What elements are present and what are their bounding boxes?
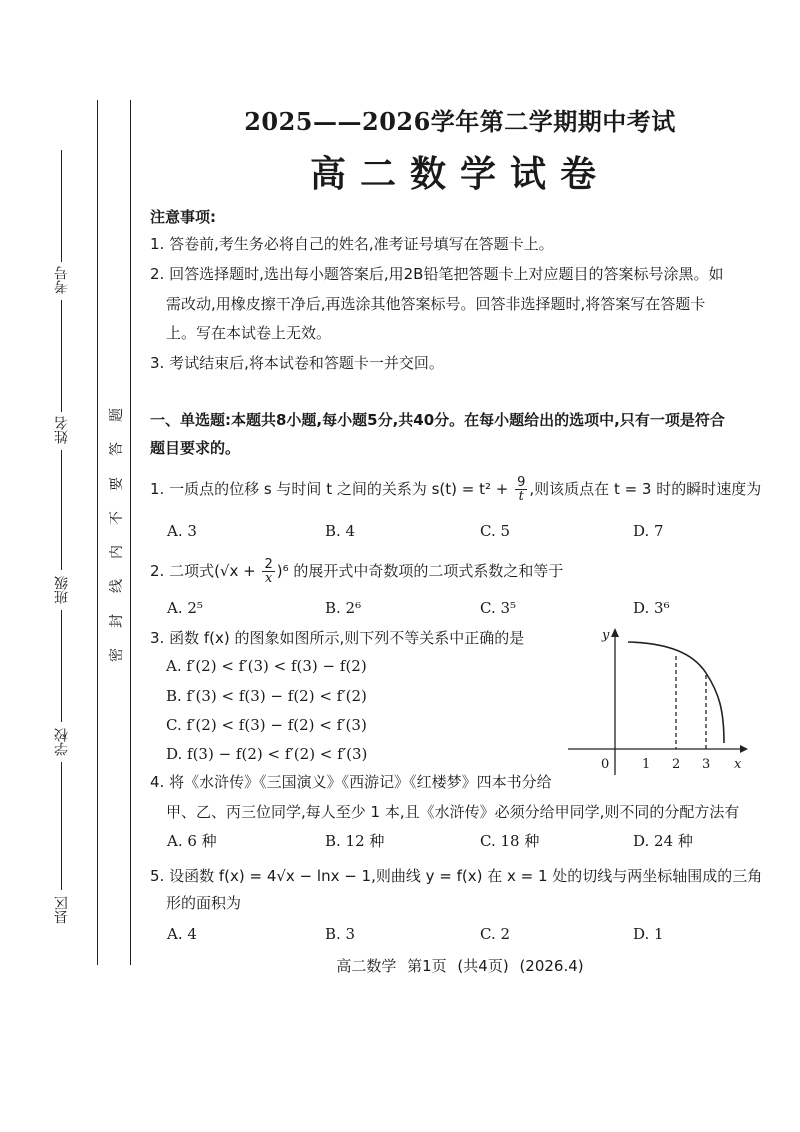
- seal-line-warning: [106, 405, 126, 665]
- q2-option-d: D. 3⁶: [633, 599, 670, 617]
- label-underline: [61, 762, 62, 890]
- q2-fraction: [262, 558, 274, 585]
- q2-stem-pre: 2. 二项式(√x +: [150, 562, 261, 580]
- notice-item-2-cont: 需改动,用橡皮擦干净后,再选涂其他答案标号。回答非选择题时,将答案写在答题卡: [166, 295, 706, 313]
- q5-option-a: A. 4: [167, 925, 197, 943]
- tick-label: 2: [672, 757, 681, 772]
- seal-char: 内: [109, 545, 125, 560]
- seal-char: 答: [109, 442, 125, 457]
- q2-frac-den: x: [264, 571, 273, 586]
- q2-option-c: C. 3⁵: [480, 599, 517, 617]
- q4-option-b: B. 12 种: [325, 832, 385, 850]
- label-underline: [61, 150, 62, 262]
- q1-option-c: C. 5: [480, 522, 511, 540]
- q5-option-d: D. 1: [633, 925, 664, 943]
- question-5-stem: 5. 设函数 f(x) = 4√x − lnx − 1,则曲线 y = f(x) 在 x = 1 处的切线与两坐标轴围成的三角: [150, 867, 763, 885]
- question-1-stem: [150, 476, 761, 503]
- label-underline: [61, 610, 62, 722]
- q1-frac-den: t: [518, 489, 524, 504]
- side-label-school: 学校: [54, 728, 70, 756]
- notice-item-1: 1. 答卷前,考生务必将自己的姓名,准考证号填写在答题卡上。: [150, 235, 554, 253]
- notice-item-2: 2. 回答选择题时,选出每小题答案后,用2B铅笔把答题卡上对应题目的答案标号涂黑。如: [150, 265, 724, 283]
- q4-option-c: C. 18 种: [480, 832, 540, 850]
- seal-char: 密: [109, 647, 125, 662]
- q1-fraction: [515, 476, 527, 503]
- question-5-stem-cont: 形的面积为: [166, 894, 242, 912]
- q1-stem-pre: 1. 一质点的位移 s 与时间 t 之间的关系为 s(t) = t² +: [150, 480, 514, 498]
- side-label-class: 班级: [54, 576, 70, 604]
- side-label-district: 县区: [54, 896, 70, 924]
- q1-option-b: B. 4: [325, 522, 356, 540]
- section-heading: 一、单选题:本题共8小题,每小题5分,共40分。在每小题给出的选项中,只有一项是符合: [150, 411, 725, 429]
- q2-option-a: A. 2⁵: [167, 599, 203, 617]
- q5-option-b: B. 3: [325, 925, 356, 943]
- y-axis-label: y: [602, 628, 610, 643]
- label-underline: [61, 450, 62, 570]
- q2-option-b: B. 2⁶: [325, 599, 362, 617]
- subject-title: 高二数学试卷: [309, 153, 610, 195]
- exam-title: 2025——2026学年第二学期期中考试: [244, 107, 676, 136]
- notice-heading: 注意事项:: [150, 208, 216, 226]
- q1-option-d: D. 7: [633, 522, 664, 540]
- q4-option-a: A. 6 种: [167, 832, 217, 850]
- x-axis-label: x: [734, 757, 742, 772]
- side-label-exam-number: 考号: [54, 266, 70, 294]
- page-footer: 高二数学 第1页 (共4页) (2026.4): [336, 957, 584, 975]
- tick-label: 1: [642, 757, 651, 772]
- tick-label: 3: [702, 757, 711, 772]
- q5-option-c: C. 2: [480, 925, 511, 943]
- q3-function-graph: [568, 625, 748, 775]
- q3-option-d: D. f(3) − f(2) < f′(2) < f′(3): [166, 745, 368, 763]
- seal-char: 不: [109, 510, 125, 525]
- seal-char: 要: [109, 476, 125, 491]
- q3-option-b: B. f′(3) < f(3) − f(2) < f′(2): [166, 687, 367, 705]
- seal-char: 封: [109, 613, 125, 628]
- binding-line-inner: [130, 100, 131, 965]
- binding-line-outer: [97, 100, 98, 965]
- q1-frac-num: 9: [517, 475, 526, 490]
- question-3-stem: 3. 函数 f(x) 的图象如图所示,则下列不等关系中正确的是: [150, 629, 525, 647]
- q4-option-d: D. 24 种: [633, 832, 693, 850]
- tick-label: 0: [601, 757, 610, 772]
- q1-option-a: A. 3: [167, 522, 197, 540]
- seal-char: 线: [109, 579, 125, 594]
- question-2-stem: [150, 558, 563, 585]
- x-axis-arrow: [740, 745, 748, 753]
- section-heading-cont: 题目要求的。: [150, 439, 241, 457]
- notice-item-3: 3. 考试结束后,将本试卷和答题卡一并交回。: [150, 354, 444, 372]
- question-4-stem: 4. 将《水浒传》《三国演义》《西游记》《红楼梦》四本书分给: [150, 773, 552, 791]
- q2-stem-post: )⁶ 的展开式中奇数项的二项式系数之和等于: [276, 562, 564, 580]
- q1-stem-post: ,则该质点在 t = 3 时的瞬时速度为: [529, 480, 762, 498]
- seal-char: 题: [109, 408, 125, 422]
- notice-item-2-cont2: 上。写在本试卷上无效。: [166, 324, 332, 342]
- q3-option-c: C. f′(2) < f(3) − f(2) < f′(3): [166, 716, 367, 734]
- question-4-stem-cont: 甲、乙、丙三位同学,每人至少 1 本,且《水浒传》必须分给甲同学,则不同的分配方法有: [166, 803, 740, 821]
- q3-option-a: A. f′(2) < f′(3) < f(3) − f(2): [166, 657, 367, 675]
- y-axis-arrow: [611, 628, 619, 637]
- q2-frac-num: 2: [264, 557, 273, 572]
- label-underline: [61, 300, 62, 412]
- side-label-name: 姓名: [54, 416, 70, 444]
